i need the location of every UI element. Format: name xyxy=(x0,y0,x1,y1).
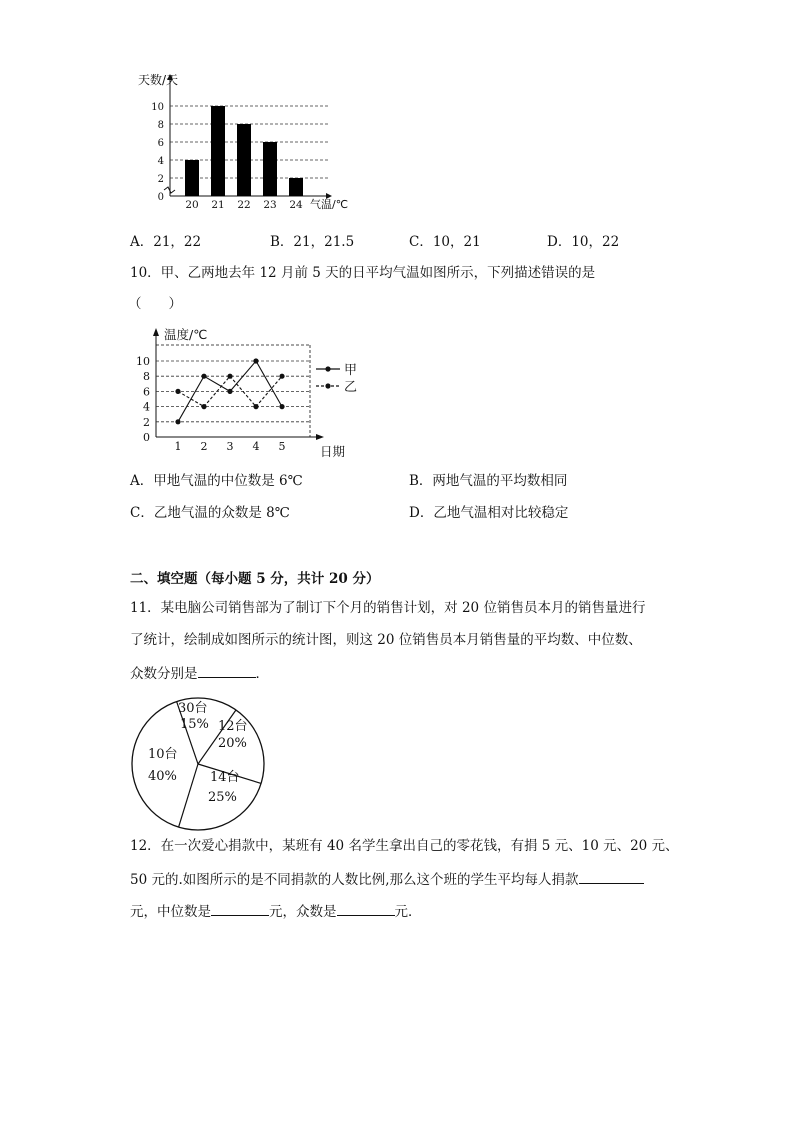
series-jia-point xyxy=(201,374,206,379)
q11-line3-end: ． xyxy=(255,666,269,682)
pie-slice-10-label xyxy=(148,747,178,784)
series-jia-point xyxy=(279,404,284,409)
svg-text:10台: 10台 xyxy=(148,747,178,762)
q9-option-c[interactable]: C．10，21 xyxy=(409,234,481,250)
q12-line2 xyxy=(130,869,644,888)
q10-paren: （ ） xyxy=(128,296,182,312)
bar-chart-xtick: 22 xyxy=(237,199,251,211)
svg-text:14台: 14台 xyxy=(210,770,240,785)
series-jia-point xyxy=(253,358,258,363)
bar-chart-ytick: 10 xyxy=(151,102,164,113)
q12-average-blank[interactable] xyxy=(579,869,644,884)
series-yi-point xyxy=(253,404,258,409)
line-chart-ytick: 4 xyxy=(143,400,150,414)
bar-chart-xtick: 20 xyxy=(185,199,199,211)
line-chart-xtick: 3 xyxy=(226,440,234,453)
series-yi-point xyxy=(227,374,232,379)
q12-line3-c: 元． xyxy=(394,904,422,920)
line-chart-ytick: 6 xyxy=(143,385,150,399)
q12-line2-text: 50 元的.如图所示的是不同捐款的人数比例,那么这个班的学生平均每人捐款 xyxy=(130,872,579,888)
temperature-bar-chart xyxy=(130,68,370,218)
line-chart-xlabel: 日期 xyxy=(320,444,346,459)
bar-23 xyxy=(263,142,277,196)
q11-line3-text: 众数分别是 xyxy=(130,666,198,682)
q11-line3 xyxy=(130,663,269,682)
series-yi-point xyxy=(201,404,206,409)
series-jia-point xyxy=(175,419,180,424)
q10-option-d[interactable]: D．乙地气温相对比较稳定 xyxy=(409,505,569,521)
svg-text:40%: 40% xyxy=(148,769,177,784)
section-heading: 二、填空题（每小题 5 分，共计 20 分） xyxy=(130,571,380,587)
q10-stem: 10．甲、乙两地去年 12 月前 5 天的日平均气温如图所示，下列描述错误的是 xyxy=(130,265,596,281)
bar-24 xyxy=(289,178,303,196)
q11-answer-blank[interactable] xyxy=(198,663,256,678)
sales-pie-chart xyxy=(130,694,275,839)
q10-option-b[interactable]: B．两地气温的平均数相同 xyxy=(409,473,568,489)
bar-chart-xtick: 21 xyxy=(211,199,225,211)
temperature-line-chart xyxy=(130,322,390,462)
q9-option-b[interactable]: B．21，21.5 xyxy=(270,234,355,250)
q12-line3-a: 元，中位数是 xyxy=(130,904,211,920)
line-chart-xtick: 5 xyxy=(278,440,286,453)
legend-jia: 甲 xyxy=(344,363,358,378)
svg-text:20%: 20% xyxy=(218,736,247,751)
line-chart-xtick: 4 xyxy=(252,440,260,453)
q10-option-a[interactable]: A．甲地气温的中位数是 6℃ xyxy=(130,473,303,489)
line-chart-x-arrow xyxy=(316,434,324,440)
bar-chart-ytick: 8 xyxy=(157,120,164,131)
bar-chart-ytick: 2 xyxy=(157,174,164,185)
q11-line2: 了统计，绘制成如图所示的统计图，则这 20 位销售员本月销售量的平均数、中位数、 xyxy=(130,632,642,648)
svg-text:30台: 30台 xyxy=(178,701,208,716)
line-chart-y-arrow xyxy=(153,328,159,336)
q10-option-c[interactable]: C．乙地气温的众数是 8℃ xyxy=(130,505,290,521)
q12-median-blank[interactable] xyxy=(211,901,269,916)
pie-divider-10台 xyxy=(179,764,198,827)
bar-chart-ytick: 0 xyxy=(157,192,164,203)
pie-slice-30-label xyxy=(178,701,209,732)
bar-chart-ytick: 4 xyxy=(157,156,164,167)
q12-line3 xyxy=(130,901,422,920)
series-jia-point xyxy=(227,389,232,394)
line-chart-ytick: 10 xyxy=(136,355,150,368)
legend-yi: 乙 xyxy=(344,380,358,395)
svg-text:12台: 12台 xyxy=(218,719,248,734)
q11-line1: 11．某电脑公司销售部为了制订下个月的销售计划，对 20 位销售员本月的销售量进行 xyxy=(130,600,646,616)
q9-option-d[interactable]: D．10，22 xyxy=(547,234,620,250)
q9-option-a[interactable]: A．21，22 xyxy=(130,234,202,250)
q12-line1: 12．在一次爱心捐款中，某班有 40 名学生拿出自己的零花钱，有捐 5 元、10 元、20 元、 xyxy=(130,838,679,854)
bar-22 xyxy=(237,124,251,196)
bar-chart-ytick: 6 xyxy=(157,138,164,149)
svg-text:15%: 15% xyxy=(180,717,209,732)
line-chart-xtick: 2 xyxy=(200,440,208,453)
line-chart-xtick: 1 xyxy=(174,440,182,453)
bar-chart-xlabel: 气温/℃ xyxy=(310,198,349,211)
bar-20 xyxy=(185,160,199,196)
line-chart-ylabel: 温度/℃ xyxy=(164,327,208,342)
pie-slice-12-label xyxy=(218,719,248,751)
q12-mode-blank[interactable] xyxy=(337,901,395,916)
line-chart-ytick: 8 xyxy=(143,370,150,384)
bar-chart-xtick: 23 xyxy=(263,199,277,211)
line-chart-ytick: 2 xyxy=(143,415,150,429)
series-yi-point xyxy=(279,374,284,379)
bar-chart-xtick: 24 xyxy=(289,199,303,211)
series-yi-point xyxy=(175,389,180,394)
bar-chart-ylabel: 天数/天 xyxy=(138,73,179,87)
line-chart-legend xyxy=(316,363,357,395)
line-chart-ytick: 0 xyxy=(143,431,150,444)
q12-line3-b: 元，众数是 xyxy=(269,904,337,920)
pie-slice-14-label xyxy=(208,770,240,805)
svg-text:25%: 25% xyxy=(208,790,237,805)
bar-21 xyxy=(211,106,225,196)
